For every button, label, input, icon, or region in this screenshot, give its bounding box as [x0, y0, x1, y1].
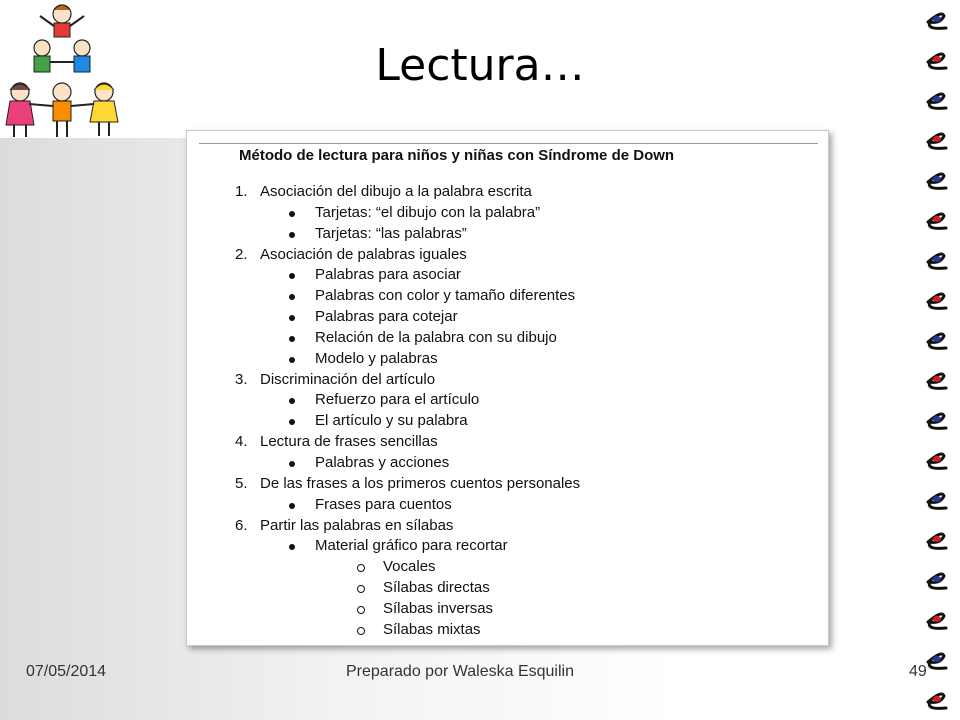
list-item-text: Palabras con color y tamaño diferentes: [315, 287, 576, 305]
list-item-text: Modelo y palabras: [315, 349, 438, 367]
bullet-icon: [289, 294, 295, 300]
section-title: Lectura de frases sencillas: [260, 433, 438, 451]
bullet-icon: [289, 544, 295, 550]
document-rule: [199, 143, 818, 144]
list-item-text: Palabras para cotejar: [315, 308, 458, 326]
section-title: Discriminación del artículo: [260, 370, 436, 388]
bullet-icon: [289, 503, 295, 509]
cursive-dot-mark: [933, 536, 941, 542]
section-number: 4.: [235, 433, 248, 451]
list-item: [187, 204, 828, 225]
document-heading: Método de lectura para niños y niñas con Síndrome de Down: [239, 147, 675, 164]
cursive-dot-mark: [933, 656, 941, 662]
list-item-text: Tarjetas: “el dibujo con la palabra”: [315, 203, 541, 221]
section-number: 2.: [235, 245, 248, 263]
cursive-dot-mark: [933, 256, 941, 262]
cursive-dot-mark: [933, 576, 941, 582]
list-item: [187, 329, 828, 350]
section-row: [187, 475, 828, 496]
bullet-icon: [289, 336, 295, 342]
circle-bullet-icon: [357, 627, 365, 635]
circle-bullet-icon: [357, 585, 365, 593]
cursive-dot-mark: [933, 696, 941, 702]
list-item-text: Relación de la palabra con su dibujo: [315, 328, 557, 346]
cursive-dot-mark: [933, 216, 941, 222]
sub-list-item-text: Vocales: [383, 558, 436, 576]
cursive-border-decoration: [920, 0, 960, 720]
section-title: Asociación de palabras iguales: [260, 245, 467, 263]
cursive-dot-mark: [933, 376, 941, 382]
list-item-text: Tarjetas: “las palabras”: [315, 224, 467, 242]
section-title: De las frases a los primeros cuentos personales: [260, 474, 581, 492]
sub-list-item: [187, 621, 828, 642]
section-number: 1.: [235, 183, 248, 200]
section-row: [187, 246, 828, 267]
cursive-dot-mark: [933, 496, 941, 502]
section-number: 3.: [235, 370, 248, 388]
sub-list-item: [187, 558, 828, 579]
section-row: [187, 371, 828, 392]
list-item-text: El artículo y su palabra: [315, 412, 468, 430]
list-item: [187, 266, 828, 287]
bullet-icon: [289, 315, 295, 321]
circle-bullet-icon: [357, 606, 365, 614]
section-row: [187, 183, 828, 204]
sub-list-item-text: Sílabas inversas: [383, 599, 494, 617]
bullet-icon: [289, 461, 295, 467]
section-row: [187, 433, 828, 454]
cursive-dot-mark: [933, 456, 941, 462]
bullet-icon: [289, 398, 295, 404]
list-item: [187, 308, 828, 329]
list-item: [187, 287, 828, 308]
cursive-dot-mark: [933, 96, 941, 102]
document-image: [186, 130, 829, 646]
cursive-dot-mark: [933, 56, 941, 62]
bullet-icon: [289, 232, 295, 238]
section-title: Asociación del dibujo a la palabra escrita: [260, 183, 532, 200]
cursive-dot-mark: [933, 176, 941, 182]
bullet-icon: [289, 357, 295, 363]
section-number: 6.: [235, 516, 248, 534]
cursive-dot-mark: [933, 416, 941, 422]
kids-pyramid-illustration: [0, 0, 125, 140]
footer-author: Preparado por Waleska Esquilin: [346, 663, 574, 680]
list-item: [187, 391, 828, 412]
list-item: [187, 496, 828, 517]
list-item: [187, 454, 828, 475]
cursive-dot-mark: [933, 296, 941, 302]
sub-list-item-text: Sílabas directas: [383, 579, 490, 597]
section-title: Partir las palabras en sílabas: [260, 516, 454, 534]
sub-list-item: [187, 579, 828, 600]
circle-bullet-icon: [357, 564, 365, 572]
footer-date: 07/05/2014: [26, 663, 107, 680]
list-item-text: Material gráfico para recortar: [315, 537, 508, 555]
bullet-icon: [289, 211, 295, 217]
cursive-dot-mark: [933, 616, 941, 622]
slide-title: Lectura…: [375, 40, 585, 91]
footer-page-number: 49: [909, 663, 927, 680]
sub-list-item: [187, 600, 828, 621]
list-item-text: Refuerzo para el artículo: [315, 391, 480, 409]
list-item: [187, 412, 828, 433]
list-item: [187, 537, 828, 558]
cursive-dot-mark: [933, 336, 941, 342]
cursive-dot-mark: [933, 136, 941, 142]
list-item-text: Frases para cuentos: [315, 495, 452, 513]
cursive-dot-mark: [933, 16, 941, 22]
list-item-text: Palabras y acciones: [315, 453, 450, 471]
section-row: [187, 517, 828, 538]
bullet-icon: [289, 273, 295, 279]
section-number: 5.: [235, 474, 248, 492]
sub-list-item-text: Sílabas mixtas: [383, 620, 481, 638]
bullet-icon: [289, 419, 295, 425]
list-item: [187, 350, 828, 371]
list-item-text: Palabras para asociar: [315, 266, 461, 284]
list-item: [187, 225, 828, 246]
method-list: [187, 183, 828, 642]
